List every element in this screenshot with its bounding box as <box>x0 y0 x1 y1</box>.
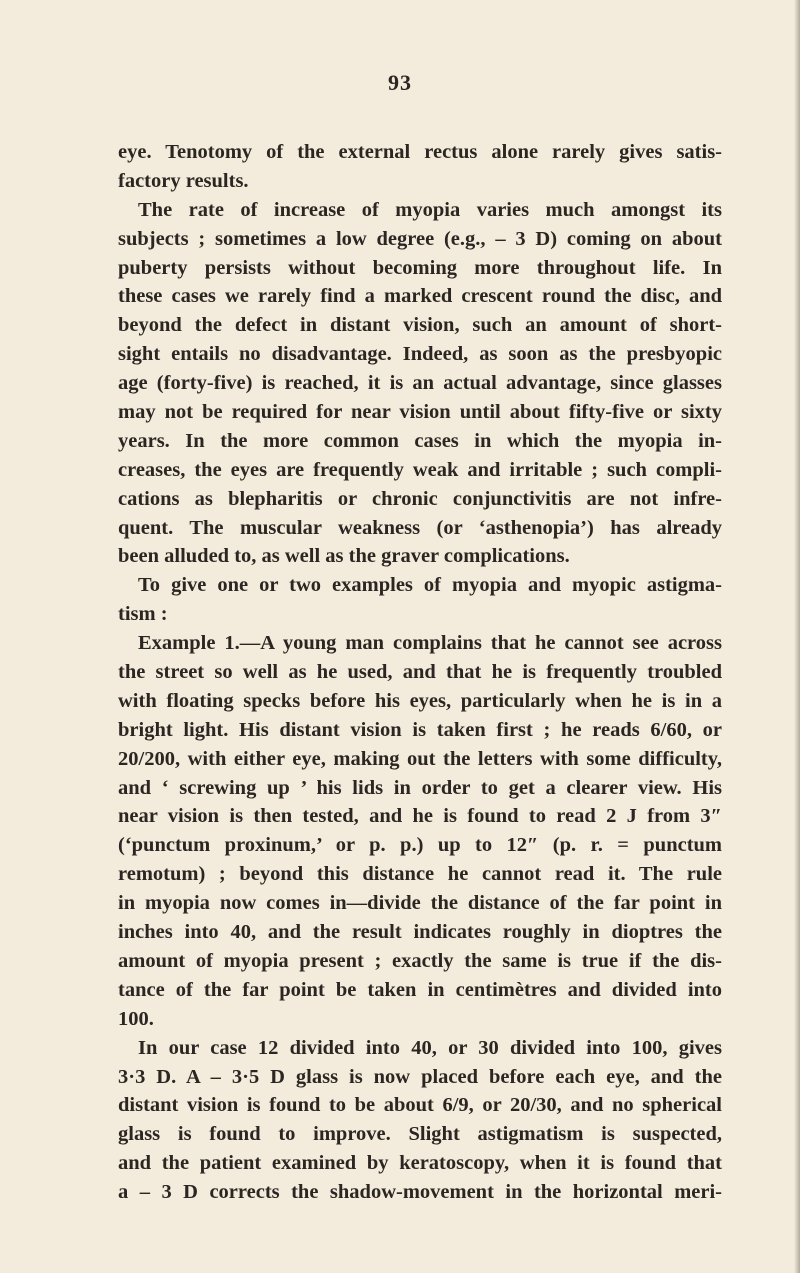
text-line: in myopia now comes in—divide the distance of the far point in <box>118 892 722 915</box>
text-line: eye. Tenotomy of the external rectus alone rarely gives satis- <box>118 141 722 163</box>
page-number: 93 <box>388 70 412 95</box>
text-line: amount of myopia present ; exactly the same is true if the dis- <box>118 949 722 972</box>
text-line: puberty persists without becoming more throughout life. In <box>118 256 722 279</box>
text-line: 3·3 D. A – 3·5 D glass is now placed before each eye, and the <box>118 1065 722 1088</box>
text-line: a – 3 D corrects the shadow-movement in the horizontal meri- <box>118 1181 722 1204</box>
text-line: may not be required for near vision until about fifty-five or sixty <box>118 401 722 424</box>
text-line: with floating specks before his eyes, particularly when he is in a <box>118 689 722 712</box>
text-line: tance of the far point be taken in centimètres and divided into <box>118 978 722 1001</box>
text-line: been alluded to, as well as the graver complications. <box>118 545 570 568</box>
text-line: creases, the eyes are frequently weak and irritable ; such compli- <box>118 458 722 481</box>
text-line: inches into 40, and the result indicates roughly in dioptres the <box>118 921 722 944</box>
text-line: cations as blepharitis or chronic conjunctivitis are not infre- <box>118 487 722 510</box>
text-line: quent. The muscular weakness (or ‘asthenopia’) has already <box>118 516 722 539</box>
text-line: distant vision is found to be about 6/9, or 20/30, and no spherical <box>118 1094 722 1117</box>
text-line: beyond the defect in distant vision, such an amount of short- <box>118 314 722 337</box>
page-edge-shadow <box>794 0 800 1273</box>
text-line: remotum) ; beyond this distance he cannot read it. The rule <box>118 863 722 886</box>
text-line: The rate of increase of myopia varies much amongst its <box>138 198 722 221</box>
text-line: In our case 12 divided into 40, or 30 divided into 100, gives <box>138 1036 722 1059</box>
text-line: Example 1.—A young man complains that he cannot see across <box>138 632 722 655</box>
text-line: these cases we rarely find a marked crescent round the disc, and <box>118 285 722 308</box>
text-line: (‘punctum proxinum,’ or p. p.) up to 12″ (p. r. = punctum <box>118 834 722 857</box>
text-line: the street so well as he used, and that he is frequently troubled <box>118 661 722 684</box>
text-line: factory results. <box>118 169 249 192</box>
text-line: tism : <box>118 603 168 626</box>
text-line: bright light. His distant vision is taken first ; he reads 6/60, or <box>118 718 722 741</box>
text-line: and ‘ screwing up ’ his lids in order to get a clearer view. His <box>118 776 722 799</box>
text-line: age (forty-five) is reached, it is an actual advantage, since glasses <box>118 372 722 395</box>
text-line: near vision is then tested, and he is found to read 2 J from 3″ <box>118 805 722 828</box>
text-line: glass is found to improve. Slight astigmatism is suspected, <box>118 1123 722 1146</box>
text-line: subjects ; sometimes a low degree (e.g., – 3 D) coming on about <box>118 227 722 250</box>
text-line: 20/200, with either eye, making out the letters with some difficulty, <box>118 747 722 770</box>
text-line: To give one or two examples of myopia and myopic astigma- <box>138 574 722 597</box>
text-line: years. In the more common cases in which the myopia in- <box>118 429 722 452</box>
text-line: and the patient examined by keratoscopy, when it is found that <box>118 1152 722 1175</box>
body-text <box>118 138 722 1207</box>
text-line: 100. <box>118 1007 154 1030</box>
text-line: sight entails no disadvantage. Indeed, as soon as the presbyopic <box>118 343 722 366</box>
